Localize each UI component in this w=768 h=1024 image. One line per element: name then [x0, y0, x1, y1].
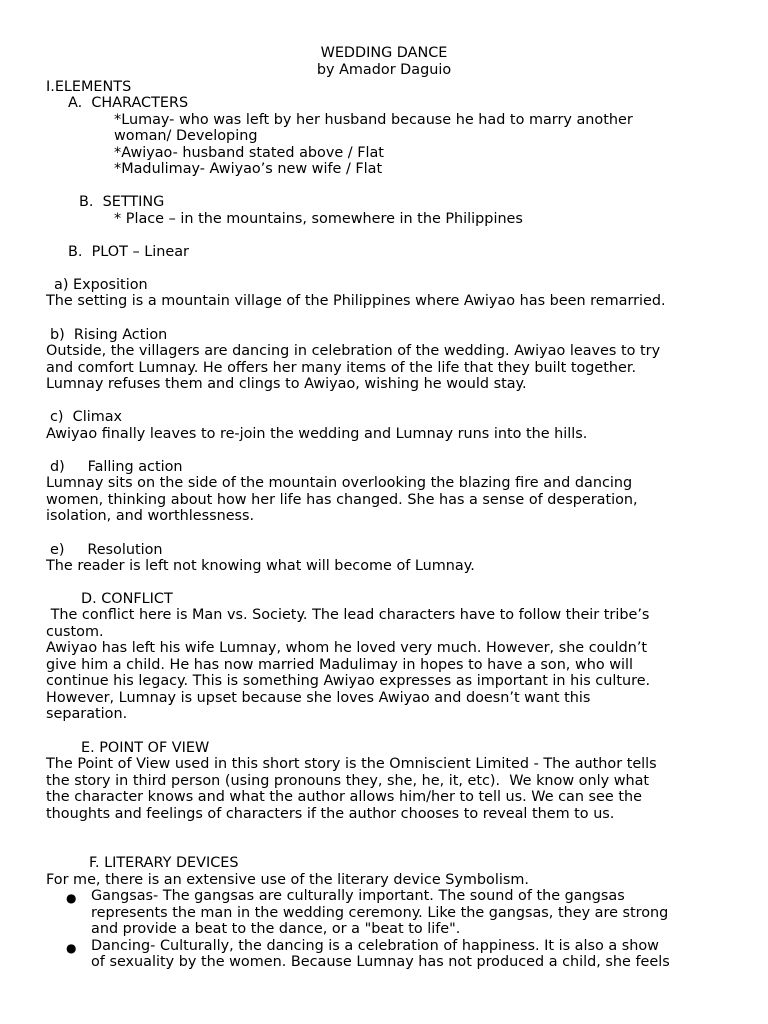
bullet-text: Dancing- Culturally, the dancing is a celebration of happiness. It is also a show: [91, 938, 659, 954]
character-line: *Lumay- who was left by her husband because he had to marry another: [114, 112, 633, 128]
rising-action-text: and comfort Lumnay. He offers her many items of the life that they built together.: [46, 360, 637, 376]
conflict-text: continue his legacy. This is something Awiyao expresses as important in his culture.: [46, 673, 651, 689]
character-line: *Awiyao- husband stated above / Flat: [114, 145, 384, 161]
rising-action-label: b) Rising Action: [50, 327, 168, 343]
devices-heading: F. LITERARY DEVICES: [89, 855, 239, 871]
pov-text: The Point of View used in this short story is the Omniscient Limited - The author tells: [46, 756, 657, 772]
pov-text: thoughts and feelings of characters if the author chooses to reveal them to us.: [46, 806, 615, 822]
conflict-text: However, Lumnay is upset because she loves Awiyao and doesn’t want this: [46, 690, 591, 706]
bullet-icon: ●: [66, 891, 77, 905]
exposition-label: a) Exposition: [54, 277, 148, 293]
character-line: *Madulimay- Awiyao’s new wife / Flat: [114, 161, 383, 177]
conflict-text: The conflict here is Man vs. Society. The lead characters have to follow their tribe’s: [46, 607, 650, 623]
conflict-text: give him a child. He has now married Madulimay in hopes to have a son, who will: [46, 657, 633, 673]
falling-action-label: d) Falling action: [50, 459, 183, 475]
conflict-heading: D. CONFLICT: [81, 591, 173, 607]
setting-line: * Place – in the mountains, somewhere in the Philippines: [114, 211, 523, 227]
falling-action-text: isolation, and worthlessness.: [46, 508, 255, 524]
falling-action-text: Lumnay sits on the side of the mountain overlooking the blazing fire and dancing: [46, 475, 633, 491]
elements-heading: I.ELEMENTS: [46, 79, 132, 95]
devices-intro: For me, there is an extensive use of the literary device Symbolism.: [46, 872, 529, 888]
bullet-text: of sexuality by the women. Because Lumnay has not produced a child, she feels: [91, 954, 670, 970]
conflict-text: separation.: [46, 706, 128, 722]
characters-heading: A. CHARACTERS: [68, 95, 189, 111]
bullet-text: represents the man in the wedding ceremony. Like the gangsas, they are strong: [91, 905, 669, 921]
falling-action-text: women, thinking about how her life has changed. She has a sense of desperation,: [46, 492, 638, 508]
exposition-text: The setting is a mountain village of the Philippines where Awiyao has been remarried.: [46, 293, 666, 309]
resolution-label: e) Resolution: [50, 542, 163, 558]
bullet-text: and provide a beat to the dance, or a "beat to life".: [91, 921, 461, 937]
conflict-text: Awiyao has left his wife Lumnay, whom he loved very much. However, she couldn’t: [46, 640, 648, 656]
bullet-text: Gangsas- The gangsas are culturally important. The sound of the gangsas: [91, 888, 625, 904]
pov-text: the story in third person (using pronouns they, she, he, it, etc). We know only what: [46, 773, 650, 789]
rising-action-text: Outside, the villagers are dancing in celebration of the wedding. Awiyao leaves to try: [46, 343, 661, 359]
pov-text: the character knows and what the author allows him/her to tell us. We can see the: [46, 789, 642, 805]
doc-author: by Amador Daguio: [316, 62, 452, 78]
rising-action-text: Lumnay refuses them and clings to Awiyao, wishing he would stay.: [46, 376, 527, 392]
conflict-text: custom.: [46, 624, 104, 640]
doc-title: WEDDING DANCE: [320, 45, 448, 61]
setting-heading: B. SETTING: [79, 194, 165, 210]
climax-label: c) Climax: [50, 409, 123, 425]
character-line: woman/ Developing: [114, 128, 258, 144]
resolution-text: The reader is left not knowing what will become of Lumnay.: [46, 558, 475, 574]
bullet-icon: ●: [66, 941, 77, 955]
climax-text: Awiyao finally leaves to re-join the wedding and Lumnay runs into the hills.: [46, 426, 588, 442]
plot-heading: B. PLOT – Linear: [68, 244, 189, 260]
pov-heading: E. POINT OF VIEW: [81, 740, 210, 756]
